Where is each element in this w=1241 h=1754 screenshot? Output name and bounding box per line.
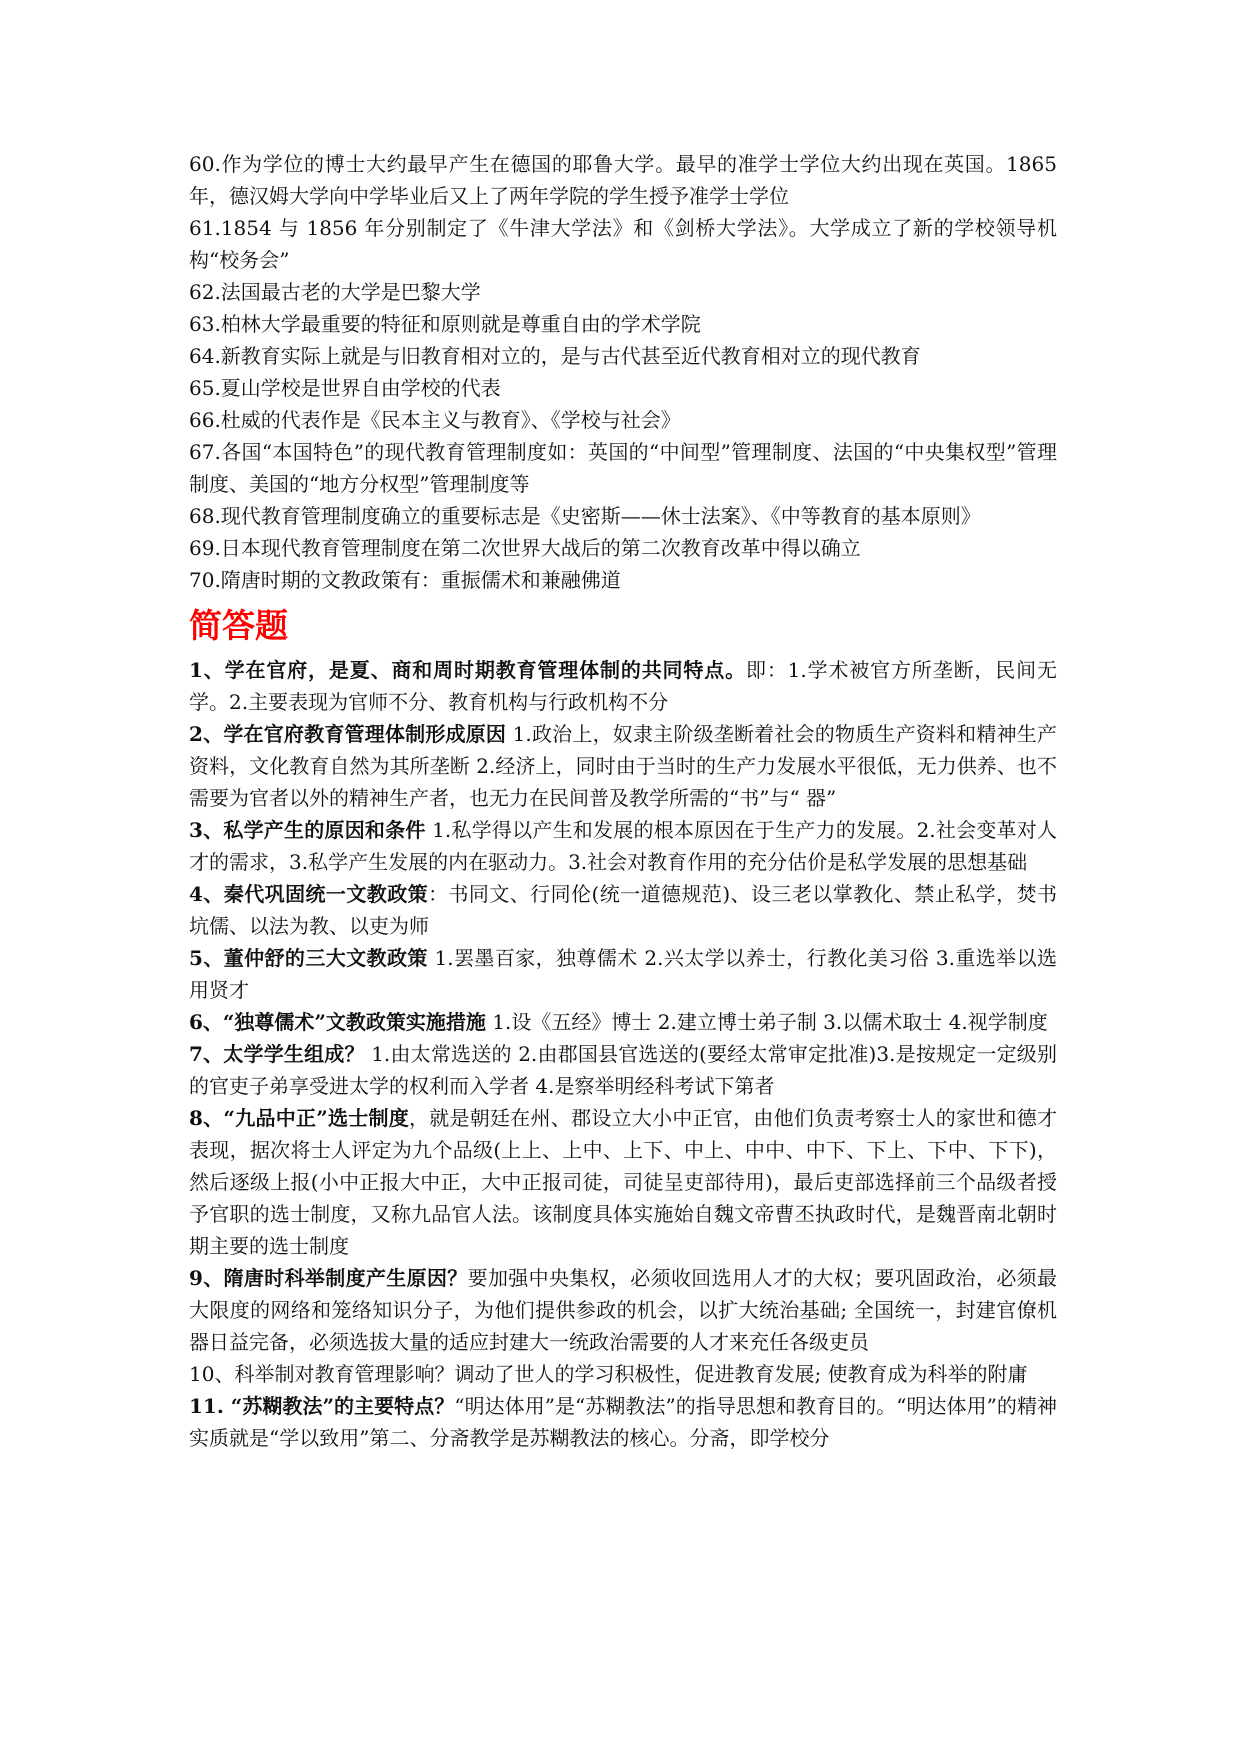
statement-65: 65.夏山学校是世界自由学校的代表 bbox=[189, 376, 501, 400]
statement-60: 60.作为学位的博士大约最早产生在德国的耶鲁大学。最早的准学士学位大约出现在英国。1865 年，德汉姆大学向中学毕业后又上了两年学院的学生授予准学士学位 bbox=[189, 152, 1057, 208]
statement-69: 69.日本现代教育管理制度在第二次世界大战后的第二次教育改革中得以确立 bbox=[189, 536, 861, 560]
answer: 10、科举制对教育管理影响？调动了世人的学习积极性，促进教育发展; 使教育成为科举的附庸 bbox=[189, 1362, 1028, 1386]
qa-item-3 bbox=[189, 814, 1057, 878]
answer: 1.设《五经》博士 2.建立博士弟子制 3.以儒术取士 4.视学制度 bbox=[485, 1010, 1048, 1034]
qa-item-11 bbox=[189, 1390, 1057, 1454]
question: 4、秦代巩固统一文教政策 bbox=[189, 882, 429, 906]
question: 11. “苏糊教法”的主要特点？ bbox=[189, 1394, 455, 1418]
qa-item-9 bbox=[189, 1262, 1057, 1358]
answer: “明达体用”是“苏糊教法”的指导思想和教育目的。“明达体用”的精神实质就是“学以致用”第二、分斋教学是苏糊教法的核心。分斋，即学校分 bbox=[189, 1394, 1057, 1450]
short-answer-list bbox=[189, 654, 1057, 1454]
statement-62: 62.法国最古老的大学是巴黎大学 bbox=[189, 280, 481, 304]
statement-67: 67.各国“本国特色”的现代教育管理制度如：英国的“中间型”管理制度、法国的“中央集权型”管理制度、美国的“地方分权型”管理制度等 bbox=[189, 440, 1057, 496]
qa-item-1 bbox=[189, 654, 1057, 718]
question: 2、学在官府教育管理体制形成原因 bbox=[189, 722, 507, 746]
answer: 1.罢墨百家，独尊儒术 2.兴太学以养士，行教化美习俗 3.重选举以选用贤才 bbox=[189, 946, 1057, 1002]
qa-item-6 bbox=[189, 1006, 1057, 1038]
question: 9、隋唐时科举制度产生原因？ bbox=[189, 1266, 468, 1290]
answer: 1.私学得以产生和发展的根本原因在于生产力的发展。2.社会变革对人才的需求，3.私学产生发展的内在驱动力。3.社会对教育作用的充分估价是私学发展的思想基础 bbox=[189, 818, 1057, 874]
answer: 1.政治上，奴隶主阶级垄断着社会的物质生产资料和精神生产资料，文化教育自然为其所垄断 2.经济上，同时由于当时的生产力发展水平很低，无力供养、也不需要为官者以外的精神生产者，也无力在民间普及教学所需的“书”与“ 器” bbox=[189, 722, 1057, 810]
question: 8、“九品中正”选士制度 bbox=[189, 1106, 410, 1130]
section-heading: 简答题 bbox=[189, 606, 288, 645]
numbered-statements bbox=[189, 148, 1057, 596]
qa-item-5 bbox=[189, 942, 1057, 1006]
question: 1、学在官府，是夏、商和周时期教育管理体制的共同特点。 bbox=[189, 658, 746, 682]
qa-item-2 bbox=[189, 718, 1057, 814]
statement-63: 63.柏林大学最重要的特征和原则就是尊重自由的学术学院 bbox=[189, 312, 701, 336]
statement-61: 61.1854 与 1856 年分别制定了《牛津大学法》和《剑桥大学法》。大学成立了新的学校领导机构“校务会” bbox=[189, 216, 1057, 272]
document-page bbox=[189, 148, 1057, 1454]
question: 3、私学产生的原因和条件 bbox=[189, 818, 426, 842]
qa-item-4 bbox=[189, 878, 1057, 942]
answer: ：书同文、行同伦(统一道德规范)、设三老以掌教化、禁止私学，焚书坑儒、以法为教、以吏为师 bbox=[189, 882, 1057, 938]
qa-item-7 bbox=[189, 1038, 1057, 1102]
qa-item-10 bbox=[189, 1358, 1057, 1390]
answer: 1.由太常选送的 2.由郡国县官选送的(要经太常审定批准)3.是按规定一定级别的官吏子弟享受进太学的权利而入学者 4.是察举明经科考试下第者 bbox=[189, 1042, 1057, 1098]
answer: 要加强中央集权，必须收回选用人才的大权；要巩固政治，必须最大限度的网络和笼络知识分子，为他们提供参政的机会，以扩大统治基础; 全国统一，封建官僚机器日益完备，必须选拔大量的适应封建大一统政治需要的人才来充任各级吏员 bbox=[189, 1266, 1057, 1354]
statement-64: 64.新教育实际上就是与旧教育相对立的，是与古代甚至近代教育相对立的现代教育 bbox=[189, 344, 921, 368]
answer: 即：1.学术被官方所垄断，民间无学。2.主要表现为官师不分、教育机构与行政机构不分 bbox=[189, 658, 1057, 714]
statement-66: 66.杜威的代表作是《民本主义与教育》、《学校与社会》 bbox=[189, 408, 681, 432]
question: 6、“独尊儒术”文教政策实施措施 bbox=[189, 1010, 486, 1034]
question: 7、太学学生组成？ bbox=[189, 1042, 365, 1066]
qa-item-8 bbox=[189, 1102, 1057, 1262]
answer: ，就是朝廷在州、郡设立大小中正官，由他们负责考察士人的家世和德才表现，据次将士人评定为九个品级(上上、上中、上下、中上、中中、中下、下上、下中、下下)，然后逐级上报(小中正报大中正，大中正报司徒，司徒呈吏部待用)，最后吏部选择前三个品级者授予官职的选士制度，又称九品官人法。该制度具体实施始自魏文帝曹丕执政时代，是魏晋南北朝时期主要的选士制度 bbox=[189, 1106, 1057, 1258]
statement-70: 70.隋唐时期的文教政策有：重振儒术和兼融佛道 bbox=[189, 568, 621, 592]
question: 5、董仲舒的三大文教政策 bbox=[189, 946, 428, 970]
statement-68: 68.现代教育管理制度确立的重要标志是《史密斯——休士法案》、《中等教育的基本原则》 bbox=[189, 504, 981, 528]
